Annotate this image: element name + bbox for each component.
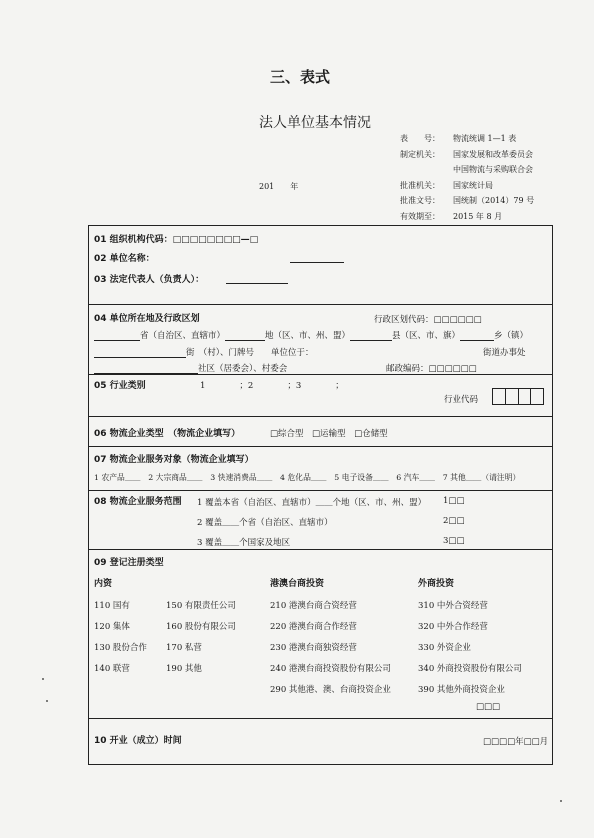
divider <box>88 304 553 305</box>
reg-option[interactable]: 240 港澳台商投资股份有限公司 <box>270 664 391 674</box>
scope-box-3[interactable]: 3□□ <box>443 536 465 546</box>
valid-value: 2015 年 8 月 <box>453 212 503 221</box>
location-line-2[interactable] <box>94 346 314 358</box>
org-2: 中国物流与采购联合会 <box>453 165 533 174</box>
doc-label: 批准文号： <box>400 196 440 205</box>
province-label: 省（自治区、直辖市） <box>140 331 226 341</box>
reg-option[interactable]: 340 外商投资股份有限公司 <box>418 664 522 674</box>
divider <box>88 718 553 719</box>
domestic-heading: 内资 <box>94 579 113 589</box>
community-label: 社区（居委会）、村委会 <box>198 364 288 374</box>
subdistrict-label: 街道办事处 <box>483 348 526 358</box>
reg-option[interactable]: 290 其他港、澳、台商投资企业 <box>270 685 391 695</box>
opening-date-field[interactable]: □□□□年□□月 <box>483 737 549 747</box>
reg-code-box[interactable]: □□□ <box>476 702 501 712</box>
org-1: 国家发展和改革委员会 <box>453 150 533 159</box>
logistics-type-options[interactable]: □综合型 □运输型 □仓储型 <box>270 429 388 439</box>
reg-option[interactable]: 140 联营 <box>94 664 130 674</box>
approve-label: 批准机关： <box>400 181 440 190</box>
org-code-field[interactable]: 01 组织机构代码：□□□□□□□□—□ <box>94 235 259 245</box>
reg-option[interactable]: 330 外资企业 <box>418 643 471 653</box>
foreign-heading: 外商投资 <box>418 579 455 589</box>
reg-option[interactable]: 120 集体 <box>94 622 130 632</box>
unit-name-label: 02 单位名称： <box>94 254 155 264</box>
prefecture-label: 地（区、市、州、盟） <box>265 331 351 341</box>
scan-speck <box>42 678 44 680</box>
reg-option[interactable]: 310 中外合资经营 <box>418 601 488 611</box>
industry-items[interactable]: 1 ；2 ；3 ； <box>200 381 344 391</box>
industry-title: 05 行业类别 <box>94 381 146 391</box>
street-label: 街 （村）、门牌号 单位位于： <box>186 348 314 358</box>
valid-label: 有效期至： <box>400 212 440 221</box>
divider <box>88 446 553 447</box>
approve-value: 国家统计局 <box>453 181 493 190</box>
org-label: 制定机关： <box>400 150 440 159</box>
divider <box>88 416 553 417</box>
logistics-type-title: 06 物流企业类型 （物流企业填写） <box>94 429 241 439</box>
reg-option[interactable]: 210 港澳台商合资经营 <box>270 601 357 611</box>
postcode-field[interactable]: 邮政编码：□□□□□□ <box>386 364 477 374</box>
section-title: 三、表式 <box>270 68 331 86</box>
reg-option[interactable]: 230 港澳台商独资经营 <box>270 643 357 653</box>
scope-option-1[interactable]: 1 覆盖本省（自治区、直辖市）＿＿个地（区、市、州、盟） <box>197 498 427 508</box>
scan-speck <box>46 700 48 702</box>
scope-option-2[interactable]: 2 覆盖＿＿个省（自治区、直辖市） <box>197 518 333 528</box>
location-line-1[interactable] <box>94 329 528 341</box>
service-target-options[interactable]: 1 农产品＿＿ 2 大宗商品＿＿ 3 快速消费品＿＿ 4 危化品＿＿ 5 电子设备＿＿ 6 汽车＿＿ 7 其他＿＿（请注明） <box>94 473 521 482</box>
scan-speck <box>560 800 562 802</box>
table-no-label: 表 号： <box>400 134 440 143</box>
reg-option[interactable]: 170 私营 <box>166 643 202 653</box>
reg-option[interactable]: 130 股份合作 <box>94 643 147 653</box>
form-title: 法人单位基本情况 <box>259 115 371 131</box>
scope-box-1[interactable]: 1□□ <box>443 496 465 506</box>
opening-date-title: 10 开业（成立）时间 <box>94 736 182 746</box>
reg-option[interactable]: 220 港澳台商合作经营 <box>270 622 357 632</box>
location-line-3[interactable] <box>94 362 287 374</box>
registration-type-title: 09 登记注册类型 <box>94 558 164 568</box>
hmt-heading: 港澳台商投资 <box>270 579 325 589</box>
location-title: 04 单位所在地及行政区划 <box>94 314 200 324</box>
admin-code-field[interactable]: 行政区划代码：□□□□□□ <box>374 315 482 325</box>
township-label: 乡（镇） <box>494 331 529 341</box>
unit-name-input[interactable] <box>290 262 344 263</box>
service-target-title: 07 物流企业服务对象（物流企业填写） <box>94 455 254 465</box>
reg-option[interactable]: 110 国有 <box>94 601 130 611</box>
scope-box-2[interactable]: 2□□ <box>443 516 465 526</box>
industry-code-label: 行业代码 <box>444 395 479 405</box>
service-scope-title: 08 物流企业服务范围 <box>94 497 182 507</box>
legal-rep-input[interactable] <box>226 283 288 284</box>
scope-option-3[interactable]: 3 覆盖＿＿个国家及地区 <box>197 538 291 548</box>
industry-code-box[interactable] <box>492 388 544 405</box>
reg-option[interactable]: 160 股份有限公司 <box>166 622 236 632</box>
reg-option[interactable]: 320 中外合作经营 <box>418 622 488 632</box>
divider <box>88 374 553 375</box>
reg-option[interactable]: 150 有限责任公司 <box>166 601 236 611</box>
reg-option[interactable]: 190 其他 <box>166 664 202 674</box>
year-label: 201 年 <box>259 182 299 191</box>
county-label: 县（区、市、旗） <box>392 331 461 341</box>
divider <box>88 549 553 550</box>
doc-value: 国统制（2014）79 号 <box>453 196 535 205</box>
divider <box>88 490 553 491</box>
table-no: 物流统调 1—1 表 <box>453 134 517 143</box>
legal-rep-label: 03 法定代表人（负责人）： <box>94 275 205 285</box>
reg-option[interactable]: 390 其他外商投资企业 <box>418 685 505 695</box>
